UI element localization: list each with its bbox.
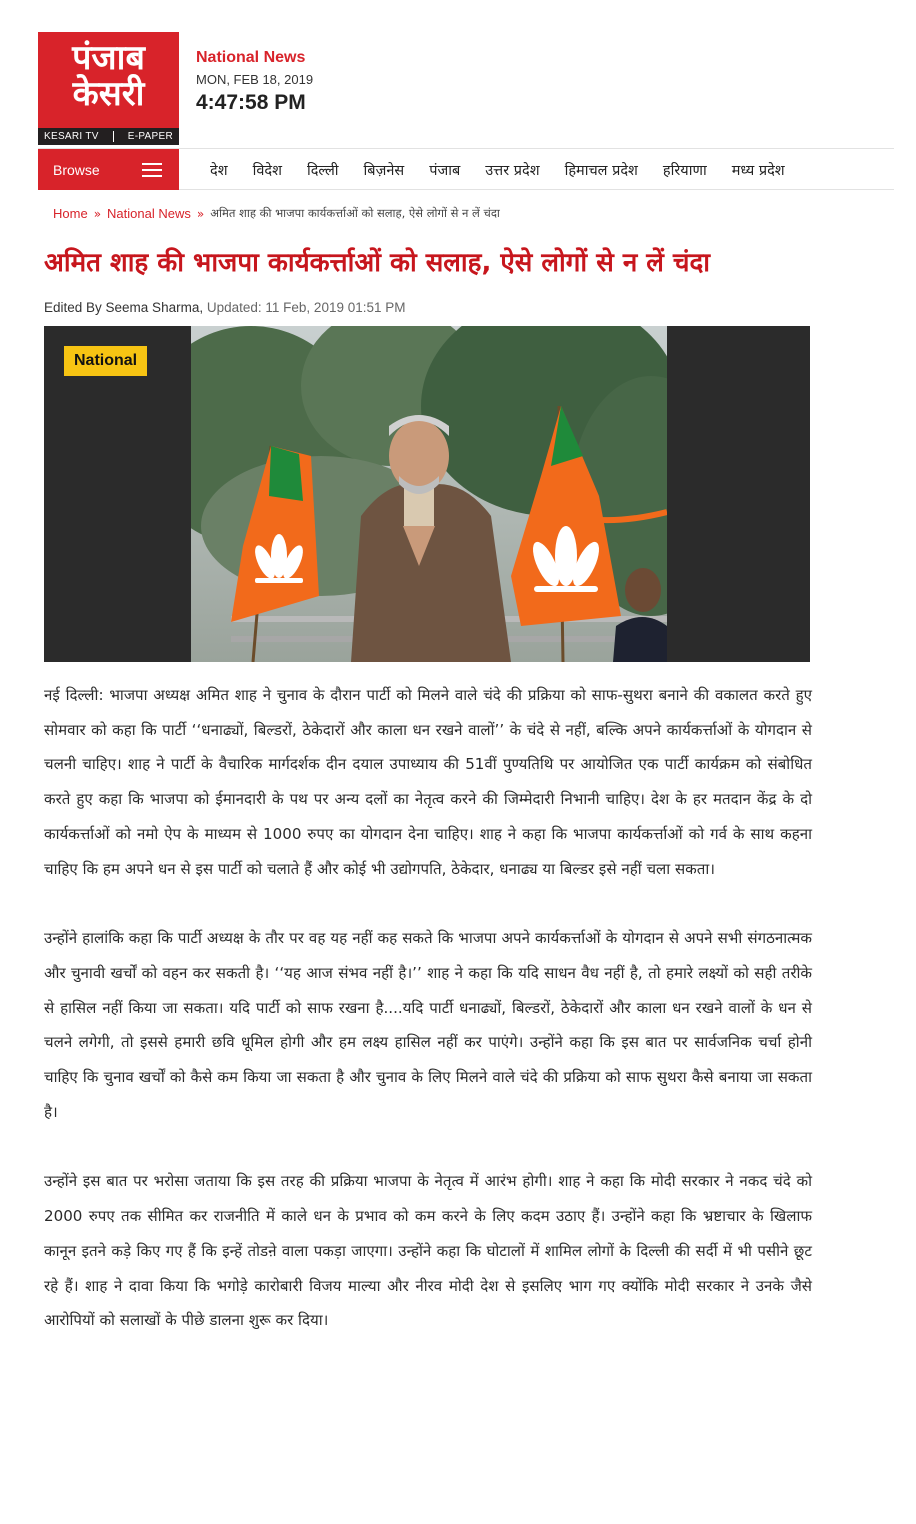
- article-title: अमित शाह की भाजपा कार्यकर्त्ताओं को सलाह, ऐसे लोगों से न लें चंदा: [44, 248, 711, 278]
- nav-item-desh[interactable]: देश: [210, 162, 228, 179]
- dateline: [196, 48, 313, 115]
- breadcrumb: [53, 206, 500, 221]
- current-time: 4:47:58 PM: [196, 91, 306, 114]
- e-paper-link[interactable]: E-PAPER: [127, 131, 173, 142]
- nav-item-madhya-pradesh[interactable]: मध्य प्रदेश: [731, 162, 785, 179]
- nav-item-himachal-pradesh[interactable]: हिमाचल प्रदेश: [564, 162, 638, 179]
- nav-item-business[interactable]: बिज़नेस: [363, 162, 405, 179]
- nav-item-punjab[interactable]: पंजाब: [429, 162, 461, 179]
- article-body: [44, 678, 812, 1373]
- current-date: MON, FEB 18, 2019: [196, 72, 314, 87]
- hamburger-icon: [142, 163, 162, 177]
- logo-line-2: केसरी: [72, 74, 145, 114]
- nav-item-haryana[interactable]: हरियाणा: [662, 162, 707, 179]
- article-paragraph: उन्होंने हालांकि कहा कि पार्टी अध्यक्ष के तौर पर वह यह नहीं कह सकते कि भाजपा अपने कार्यकर्त्ताओं के योगदान से अपने सभी संगठनात्मक और चुनावी खर्चों को वहन कर सकती है। ‘‘यह आज संभव नहीं है।’’ शाह ने कहा कि यदि साधन वैध नहीं है, तो हमारे लक्ष्यों को सही तरीके से हासिल नहीं किया जा सकता। यदि पार्टी को साफ रखना है....यदि पार्टी धनाढ्यों, बिल्डरों, ठेकेदारों और काला धन रखने वालों के धन से चलने लगेगी, तो इससे हमारी छवि धूमिल होगी और हम लक्ष्य हासिल नहीं कर पाएंगे। उन्होंने कहा कि इस बात पर सार्वजनिक चर्चा होनी चाहिए कि चुनाव खर्चों को कैसे कम किया जा सकता है और चुनाव के लिए मिलने वाले चंदे की प्रक्रिया को साफ सुथरा कैसे बनाया जा सकता है।: [44, 929, 812, 1121]
- breadcrumb-separator-icon: »: [196, 206, 205, 221]
- hero-image-frame: [44, 326, 810, 662]
- section-name: National News: [196, 49, 306, 66]
- hero-photo: [191, 326, 667, 662]
- site-logo[interactable]: [38, 32, 179, 145]
- breadcrumb-separator-icon: »: [93, 206, 102, 221]
- nav-item-videsh[interactable]: विदेश: [252, 162, 282, 179]
- article-paragraph: नई दिल्ली: भाजपा अध्यक्ष अमित शाह ने चुनाव के दौरान पार्टी को मिलने वाले चंदे की प्रक्रिया को साफ-सुथरा बनाने की वकालत करते हुए सोमवार को कहा कि पार्टी ‘‘धनाढ्यों, बिल्डरों, ठेकेदारों और काला धन रखने वालों’’ के चंदे से नहीं, बल्कि अपने कार्यकर्त्ताओं के योगदान से चलनी चाहिए। शाह ने पार्टी के वैचारिक मार्गदर्शक दीन दयाल उपाध्याय की 51वीं पुण्यतिथि पर आयोजित एक पार्टी कार्यक्रम को संबोधित करते हुए कहा कि भाजपा को ईमानदारी के पथ पर अन्य दलों का नेतृत्व करने की जिम्मेदारी निभानी चाहिए। देश के हर मतदान केंद्र के दो कार्यकर्त्ताओं को नमो ऐप के माध्यम से 1000 रुपए का योगदान देना चाहिए। शाह ने कहा कि भाजपा कार्यकर्त्ताओं को गर्व के साथ कहना चाहिए कि हम अपने धन से इस पार्टी को चलाते हैं और कोई भी उद्योगपति, ठेकेदार, धनाढ्य या बिल्डर इसे नहीं चला सकता।: [44, 686, 812, 878]
- breadcrumb-current: अमित शाह की भाजपा कार्यकर्त्ताओं को सलाह, ऐसे लोगों से न लें चंदा: [210, 206, 500, 220]
- nav-items: [210, 149, 785, 190]
- logo-line-1: पंजाब: [72, 38, 145, 78]
- browse-button[interactable]: [38, 149, 179, 190]
- byline-author: Edited By Seema Sharma,: [44, 300, 204, 315]
- byline-updated: Updated: 11 Feb, 2019 01:51 PM: [206, 300, 406, 315]
- kesari-tv-link[interactable]: KESARI TV: [44, 131, 99, 142]
- main-nav: [38, 148, 894, 190]
- divider: [113, 131, 114, 142]
- breadcrumb-section[interactable]: National News: [107, 206, 191, 221]
- category-badge[interactable]: National: [64, 346, 147, 376]
- article-paragraph: उन्होंने इस बात पर भरोसा जताया कि इस तरह की प्रक्रिया भाजपा के नेतृत्व में आरंभ होगी। शाह ने कहा कि मोदी सरकार ने नकद चंदे को 2000 रुपए तक सीमित कर राजनीति में काले धन के प्रभाव को कम करने के लिए कदम उठाए हैं। उन्होंने कहा कि भ्रष्टाचार के खिलाफ कानून इतने कड़े किए गए हैं कि इन्हें तोडऩे वाला पकड़ा जाएगा। उन्होंने कहा कि घोटालों में शामिल लोगों के दिल्ली की सर्दी में भी पसीने छूट रहे हैं। शाह ने दावा किया कि भगोड़े कारोबारी विजय माल्या और नीरव मोदी देश से इसलिए भाग गए क्योंकि मोदी सरकार ने उनके जैसे आरोपियों को सलाखों के पीछे डालना शुरू कर दिया।: [44, 1172, 813, 1330]
- nav-item-delhi[interactable]: दिल्ली: [306, 162, 339, 179]
- breadcrumb-home[interactable]: Home: [53, 206, 88, 221]
- logo-strip: [38, 128, 179, 145]
- byline: [44, 300, 406, 315]
- browse-label: Browse: [53, 161, 100, 178]
- nav-item-uttar-pradesh[interactable]: उत्तर प्रदेश: [485, 162, 540, 179]
